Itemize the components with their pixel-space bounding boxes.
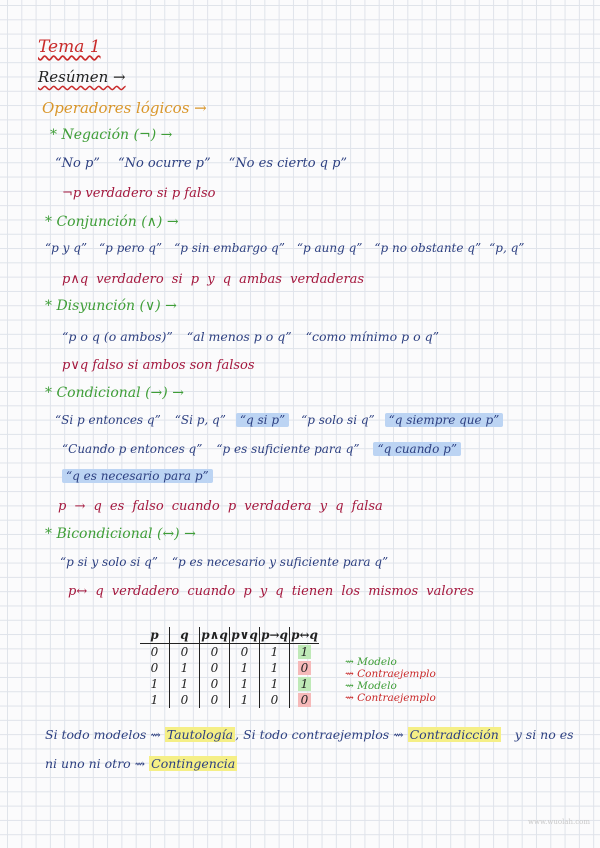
table-cell: 1 [150,677,159,691]
table-cell: 1 [230,692,260,708]
table-cell: 1 [150,693,159,707]
negacion-rule: ¬p verdadero si p falso [62,186,216,201]
table-cell: 1 [230,660,260,676]
table-header: p∨q [231,628,258,642]
table-cell [290,660,320,676]
table-row [140,644,319,661]
quote: “Si p, q” [174,413,226,427]
table-cell [290,676,320,692]
quote-highlighted: “q siempre que p” [385,413,504,427]
row-label-modelo: ⇝ Modelo [345,680,397,692]
table-row [140,692,319,708]
table-cell: 0 [200,692,230,708]
row-label-contraejemplo: ⇝ Contraejemplo [345,692,436,704]
disyuncion-quotes [62,330,439,344]
table-row [140,660,319,676]
table-cell: 0 [170,692,200,708]
condicional-heading: * Condicional (→) → [45,385,184,401]
table-header: p↔q [291,628,318,642]
table-cell: 0 [230,644,260,661]
quote: “Cuando p entonces q” [62,442,203,456]
conclusion-text: Si todo modelos ⇝ [45,727,161,742]
negacion-quotes [55,157,365,171]
bicondicional-rule: p↔ q verdadero cuando p y q tienen los mismos valores [68,584,474,599]
row-label-contraejemplo: ⇝ Contraejemplo [345,668,436,680]
table-cell: 1 [260,644,290,661]
table-cell-value: 0 [298,693,312,707]
condicional-rule: p → q es falso cuando p verdadera y q falsa [58,499,383,514]
table-cell: 0 [150,661,159,675]
truth-table [140,627,319,708]
bicondicional-heading: * Bicondicional (↔) → [45,526,196,542]
quote: “No p” [55,156,100,171]
table-cell: 1 [260,660,290,676]
table-header: p [140,627,170,644]
quote: “p, q” [489,241,525,255]
quote: “al menos p o q” [186,329,292,344]
table-header: q [170,627,200,644]
quote: “p solo si q” [301,413,375,427]
quote-highlighted: “q si p” [236,413,289,427]
condicional-quotes-row1 [55,414,503,427]
table-cell: 0 [170,644,200,661]
quote: “p pero q” [99,241,163,255]
table-cell-value: 1 [298,677,312,691]
quote: “p no obstante q” [374,241,482,255]
quote: “p o q (o ambos)” [62,329,173,344]
resumen-heading: Resúmen → [38,68,126,86]
quote-highlighted: “q cuando p” [373,442,461,456]
table-cell: 1 [170,660,200,676]
row-label-modelo: ⇝ Modelo [345,656,397,668]
table-cell [290,644,320,661]
quote: “No ocurre p” [117,156,211,171]
quote: “p aung q” [296,241,363,255]
table-cell [290,692,320,708]
table-cell-value: 0 [298,661,312,675]
contingencia-term: Contingencia [151,756,236,771]
condicional-quotes-row2 [62,443,461,456]
conclusion-text: , Si todo contraejemplos ⇝ [235,727,404,742]
table-cell: 1 [230,676,260,692]
table-cell: 0 [200,644,230,661]
quote: “p es suficiente para q” [216,442,360,456]
table-header-row [140,627,319,644]
truth-row-labels [345,656,436,704]
conjuncion-heading: * Conjunción (∧) → [45,214,179,230]
conclusion-line-2 [45,757,237,771]
quote: “p es necesario y suficiente para q” [171,555,389,569]
contradiccion-term: Contradicción [409,727,499,742]
operadores-heading: Operadores lógicos → [42,99,207,117]
quote: “Si p entonces q” [55,413,161,427]
conclusion-text: ni uno ni otro ⇝ [45,756,146,771]
negacion-heading: * Negación (¬) → [50,127,173,143]
page-title: Tema 1 [38,37,101,57]
quote: “No es cierto q p” [228,156,348,171]
quote: “como mínimo p o q” [305,329,440,344]
quote: “p sin embargo q” [174,241,285,255]
quote-highlighted: “q es necesario para p” [62,469,213,483]
table-cell-value: 1 [298,645,312,659]
watermark: www.wuolah.com [527,818,590,826]
condicional-quotes-row3 [62,470,213,483]
bicondicional-quotes [60,556,388,569]
table-cell: 1 [170,676,200,692]
conclusion-text: y si no es [514,727,574,742]
table-cell: 0 [260,692,290,708]
quote: “p si y solo si q” [60,555,158,569]
table-cell: 0 [150,645,159,659]
tautologia-term: Tautología [166,727,234,742]
conjuncion-quotes [45,242,524,255]
disyuncion-heading: * Disyunción (∨) → [45,298,177,314]
table-header: p→q [261,628,288,642]
table-cell: 0 [200,660,230,676]
conjuncion-rule: p∧q verdadero si p y q ambas verdaderas [62,272,365,287]
conclusion-line-1 [45,728,574,742]
table-header: p∧q [201,628,228,642]
quote: “p y q” [45,241,88,255]
table-cell: 0 [200,676,230,692]
disyuncion-rule: p∨q falso si ambos son falsos [62,358,255,373]
table-cell: 1 [260,676,290,692]
table-row [140,676,319,692]
